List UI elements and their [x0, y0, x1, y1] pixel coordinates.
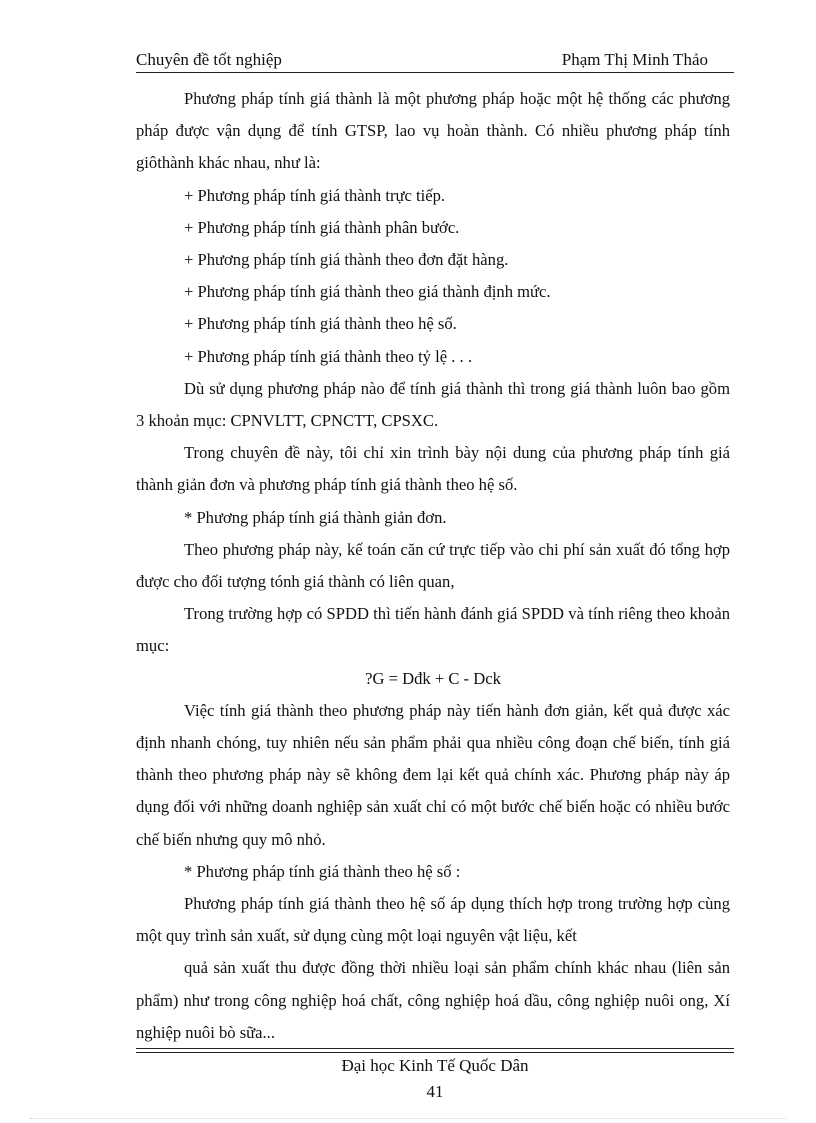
paragraph: Phương pháp tính giá thành theo hệ số áp dụng thích hợp trong trường hợp cùng một quy trình sản xuất, sử dụng cùng một loại nguyên vật liệu, kết: [136, 894, 730, 946]
document-body: [136, 83, 730, 1049]
footer-divider: [136, 1048, 734, 1049]
paragraph: Việc tính giá thành theo phương pháp này tiến hành đơn giản, kết quả được xác định nhanh chóng, tuy nhiên nếu sản phẩm phải qua nhiều công đoạn chế biến, tính giá thành theo phương pháp này sẽ không đem lại kết quả chính xác. Phương pháp này áp dụng đối với những doanh nghiệp sản xuất chỉ có một bước chế biến hoặc có nhiều bước chế biến nhưng quy mô nhỏ.: [136, 700, 730, 849]
page-number: 41: [426, 1082, 444, 1101]
list-item: + Phương pháp tính giá thành theo hệ số.: [184, 314, 457, 334]
header-divider: [136, 72, 734, 73]
paragraph: Trong trường hợp có SPDD thì tiến hành đánh giá SPDD và tính riêng theo khoản mục:: [136, 604, 730, 656]
page-edge-dots: [30, 1118, 786, 1119]
page-header: [136, 48, 734, 74]
list-item: + Phương pháp tính giá thành phân bước.: [184, 217, 460, 237]
formula: ?G = Dđk + C - Dck: [365, 668, 501, 688]
paragraph: Phương pháp tính giá thành là một phương pháp hoặc một hệ thống các phương pháp được vận dụng để tính GTSP, lao vụ hoàn thành. Có nhiều phương pháp tính giôthành khác nhau, như là:: [136, 89, 730, 173]
section-heading: * Phương pháp tính giá thành theo hệ số :: [184, 861, 461, 881]
paragraph: Trong chuyên đề này, tôi chỉ xin trình bày nội dung của phương pháp tính giá thành giản đơn và phương pháp tính giá thành theo hệ số.: [136, 443, 730, 495]
section-heading: * Phương pháp tính giá thành giản đơn.: [184, 507, 447, 527]
list-item: + Phương pháp tính giá thành theo giá thành định mức.: [184, 282, 551, 302]
footer-institution: Đại học Kinh Tế Quốc Dân: [341, 1056, 529, 1075]
header-title: Chuyên đề tốt nghiệp: [136, 50, 282, 69]
footer-divider-inner: [136, 1052, 734, 1053]
paragraph: Theo phương pháp này, kế toán căn cứ trực tiếp vào chi phí sản xuất đó tổng hợp được cho đối tượng tónh giá thành có liên quan,: [136, 539, 730, 592]
header-author: Phạm Thị Minh Thảo: [561, 50, 708, 69]
paragraph: Dù sử dụng phương pháp nào để tính giá thành thì trong giá thành luôn bao gồm 3 khoản mục: CPNVLTT, CPNCTT, CPSXC.: [136, 378, 730, 431]
paragraph: quả sản xuất thu được đồng thời nhiều loại sản phẩm chính khác nhau (liên sản phẩm) như trong công nghiệp hoá chất, công nghiệp hoá dầu, công nghiệp nuôi ong, Xí nghiệp nuôi bò sữa...: [136, 958, 730, 1042]
list-item: + Phương pháp tính giá thành trực tiếp.: [184, 185, 446, 205]
list-item: + Phương pháp tính giá thành theo đơn đặt hàng.: [184, 250, 509, 270]
list-item: + Phương pháp tính giá thành theo tỷ lệ . . .: [184, 346, 472, 366]
